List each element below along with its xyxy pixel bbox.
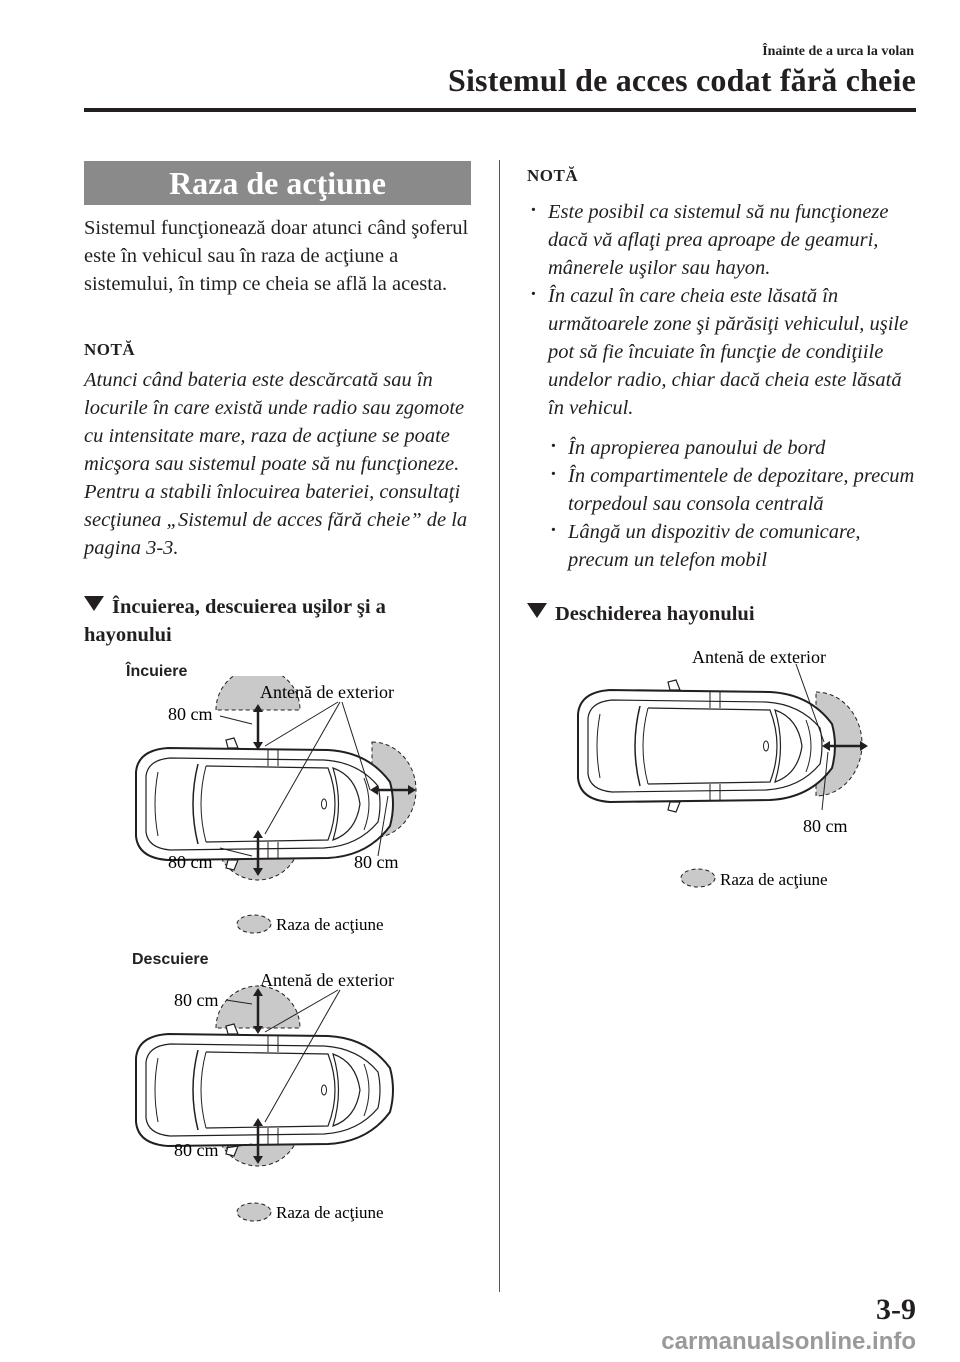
note-sublist (524, 434, 916, 574)
dist-bottom-label-unlock: 80 cm (174, 1140, 219, 1160)
section-title: Raza de acţiune (84, 161, 471, 205)
note-heading-right: NOTĂ (527, 166, 579, 185)
legend-swatch-unlock (237, 1203, 271, 1221)
heading-tailgate-text: Deschiderea hayonului (555, 603, 755, 625)
note-heading-left: NOTĂ (84, 340, 136, 359)
note-sub-bullet-3: · Lângă un dispozitiv de comunicare, precum un telefon mobil (544, 518, 916, 574)
leader-dist-top (220, 716, 252, 724)
car-topview (136, 1024, 393, 1156)
legend-label-lock: Raza de acţiune (276, 915, 384, 934)
legend-label-tailgate: Raza de acţiune (720, 870, 828, 889)
watermark: carmanualsonline.info (661, 1328, 916, 1355)
legend-label-unlock: Raza de acţiune (276, 1203, 384, 1222)
dist-top-label-unlock: 80 cm (174, 990, 219, 1010)
dist-rear-label-lock: 80 cm (354, 852, 399, 872)
dist-label-tailgate: 80 cm (803, 816, 848, 836)
antenna-label-tailgate: Antenă de exterior (692, 647, 826, 667)
intro-paragraph: Sistemul funcţionează doar atunci când şoferul este în vehicul sau în raza de acţiune a sistemului, în timp ce cheia se află la acesta. (84, 217, 469, 295)
diagram-lock (120, 676, 440, 946)
header-chapter: Înainte de a urca la volan (762, 44, 914, 59)
dist-bottom-label-lock: 80 cm (168, 852, 213, 872)
column-divider (499, 160, 500, 1292)
heading-tailgate (527, 600, 755, 628)
triangle-bullet-icon (527, 603, 547, 618)
header-rule (84, 108, 916, 112)
diagram-lock-title: Încuiere (126, 663, 188, 680)
heading-locking (84, 593, 474, 649)
page-number: 3-9 (876, 1293, 916, 1326)
header-title: Sistemul de acces codat fără cheie (447, 62, 916, 98)
antenna-label-unlock: Antenă de exterior (260, 970, 394, 990)
dist-top-label-lock: 80 cm (168, 704, 213, 724)
car-topview (136, 738, 393, 870)
note-text-left: Atunci când bateria este descărcată sau în locurile în care există unde radio sau zgomote cu intensitate mare, raza de acţiune se poate micşora sau sistemul poate să nu funcţioneze. Pentru a stabili înlocuirea bateriei, consultaţi secţiunea „Sistemul de acces fără cheie” de la pagina 3-3. (84, 369, 468, 559)
diagram-unlock-title: Descuiere (132, 951, 209, 968)
note-list-right (524, 198, 916, 574)
car-topview (578, 680, 835, 812)
note-bullet-2: · În cazul în care cheia este lăsată în următoarele zone şi părăsiţi vehiculul, uşile pot să fie încuiate în funcţie de condiţiile undelor radio, chiar dacă cheia este lăsată în vehicul. (524, 282, 916, 422)
triangle-bullet-icon (84, 596, 104, 611)
legend-swatch-tailgate (681, 869, 715, 887)
note-sub-bullet-1: · În apropierea panoului de bord (544, 434, 916, 462)
heading-locking-text: Încuierea, descuierea uşilor şi a hayonului (84, 596, 386, 646)
antenna-label-lock: Antenă de exterior (260, 682, 394, 702)
diagram-unlock (120, 964, 440, 1224)
diagram-tailgate (560, 640, 890, 900)
legend-swatch-lock (237, 915, 271, 933)
note-sub-bullet-2: · În compartimentele de depozitare, precum torpedoul sau consola centrală (544, 462, 916, 518)
note-bullet-1: · Este posibil ca sistemul să nu funcţioneze dacă vă aflaţi prea aproape de geamuri, mânerele uşilor sau hayon. (524, 198, 916, 282)
